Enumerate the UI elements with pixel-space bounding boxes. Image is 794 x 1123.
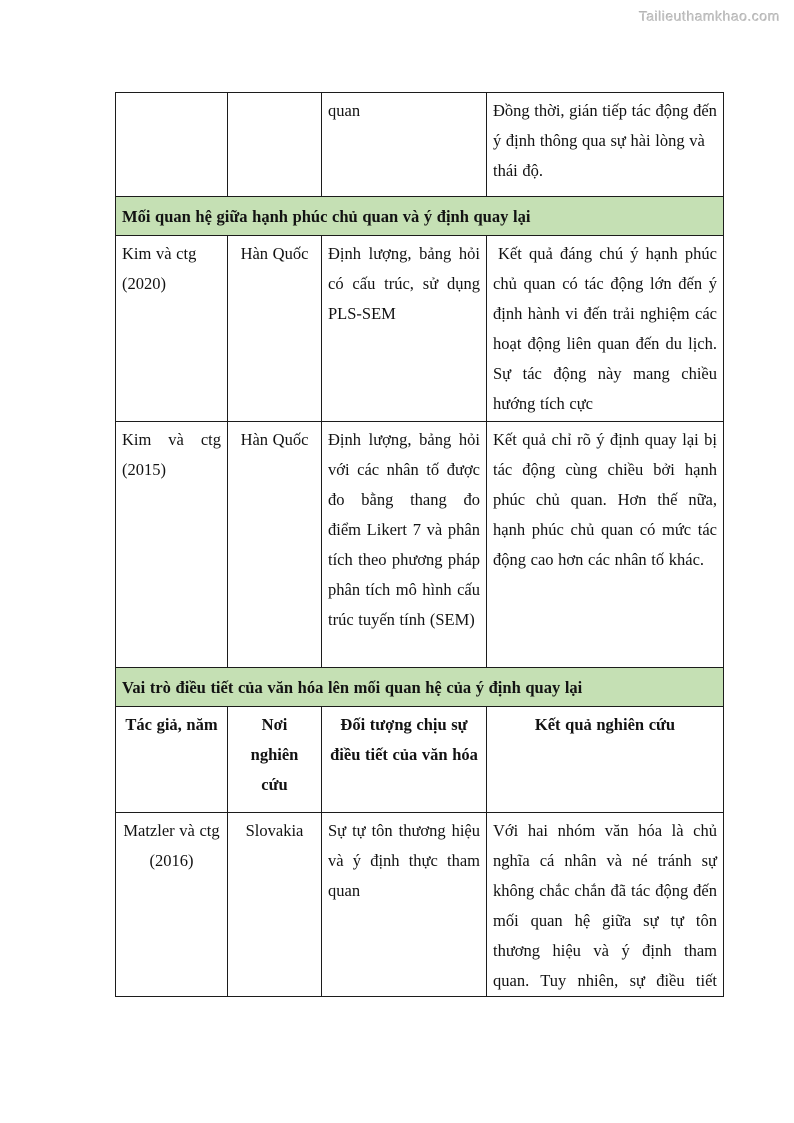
place-cell: Hàn Quốc <box>228 422 322 668</box>
result-cell: Đồng thời, gián tiếp tác động đến ý định thông qua sự hài lòng và thái độ. <box>487 93 724 197</box>
subject-cell: Sự tự tôn thương hiệu và ý định thực tham quan <box>322 813 487 997</box>
table-row-continuation <box>116 93 724 197</box>
column-header-subject: Đối tượng chịu sự điều tiết của văn hóa <box>322 707 487 813</box>
place-cell <box>228 93 322 197</box>
result-cell: Kết quả chỉ rõ ý định quay lại bị tác động cùng chiều bởi hạnh phúc chủ quan. Hơn thế nữa, hạnh phúc chủ quan có mức tác động cao hơn các nhân tố khác. <box>487 422 724 668</box>
author-cell: Matzler và ctg (2016) <box>116 813 228 997</box>
method-cell: Định lượng, bảng hỏi với các nhân tố được đo bằng thang đo điểm Likert 7 và phân tích theo phương pháp phân tích mô hình cấu trúc tuyến tính (SEM) <box>322 422 487 668</box>
table-row-kim-2020 <box>116 236 724 422</box>
author-cell <box>116 93 228 197</box>
table-row-matzler-2016 <box>116 813 724 997</box>
column-header-place: Nơi nghiên cứu <box>228 707 322 813</box>
section2-header-row <box>116 668 724 707</box>
result-cell: Kết quả đáng chú ý hạnh phúc chủ quan có tác động lớn đến ý định hành vi đến trải nghiệm các hoạt động liên quan đến du lịch. Sự tác động này mang chiều hướng tích cực <box>487 236 724 422</box>
place-cell: Slovakia <box>228 813 322 997</box>
section2-title: Vai trò điều tiết của văn hóa lên mối quan hệ của ý định quay lại <box>116 668 724 707</box>
place-cell: Hàn Quốc <box>228 236 322 422</box>
section1-title: Mối quan hệ giữa hạnh phúc chủ quan và ý định quay lại <box>116 197 724 236</box>
column-header-result: Kết quả nghiên cứu <box>487 707 724 813</box>
table-row-kim-2015 <box>116 422 724 668</box>
research-summary-table <box>115 92 724 997</box>
column-header-row <box>116 707 724 813</box>
column-header-author: Tác giả, năm <box>116 707 228 813</box>
author-cell: Kim và ctg (2020) <box>116 236 228 422</box>
watermark: Tailieuthamkhao.com <box>638 8 780 24</box>
section1-header-row <box>116 197 724 236</box>
author-cell: Kim và ctg (2015) <box>116 422 228 668</box>
result-cell: Với hai nhóm văn hóa là chủ nghĩa cá nhân và né tránh sự không chắc chắn đã tác động đến mối quan hệ giữa sự tự tôn thương hiệu và ý định tham quan. Tuy nhiên, sự điều tiết <box>487 813 724 997</box>
method-cell: quan <box>322 93 487 197</box>
method-cell: Định lượng, bảng hỏi có cấu trúc, sử dụng PLS-SEM <box>322 236 487 422</box>
